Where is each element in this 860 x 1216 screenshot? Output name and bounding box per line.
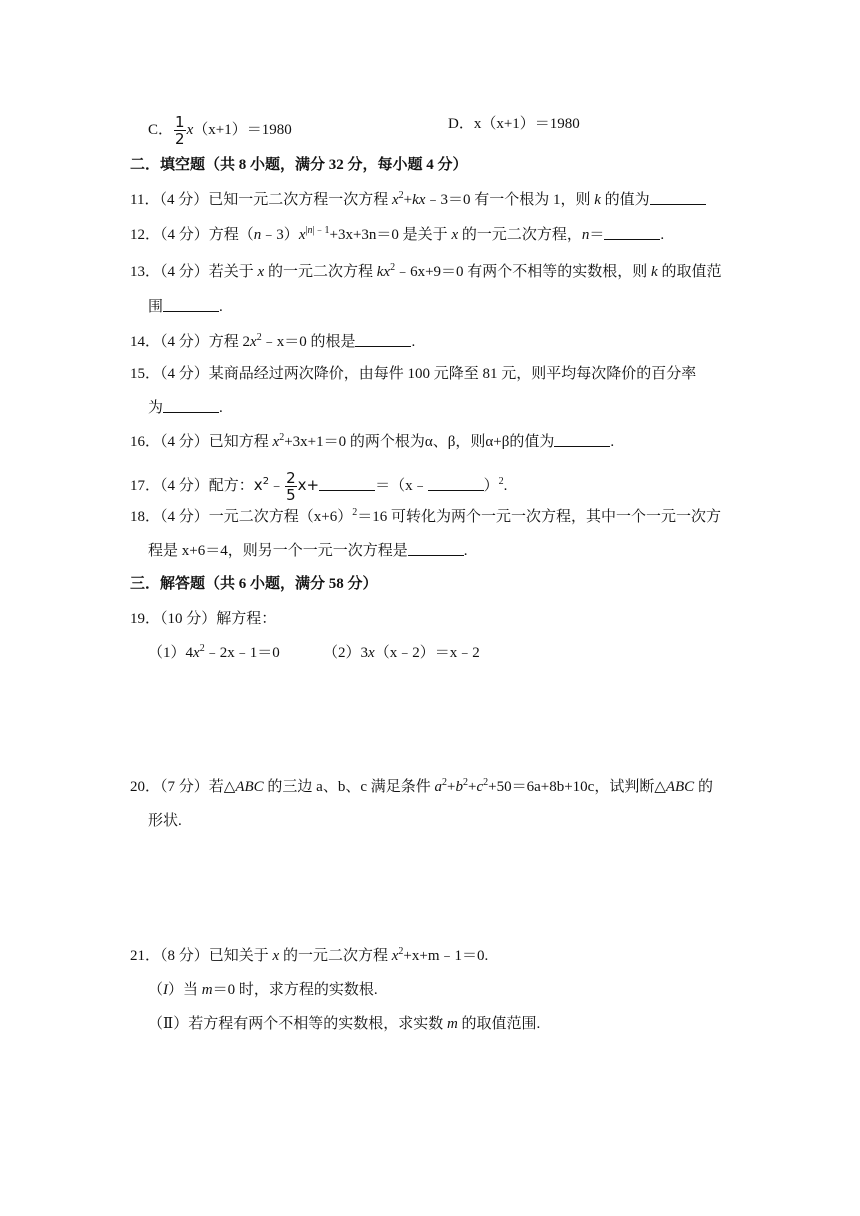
question-20-line2: 形状. <box>148 813 182 829</box>
question-19-part1: $(1)4x^2﹣2x﹣1=0$ <box>148 643 280 661</box>
fraction-one-half: $\frac{1}{2}$ <box>175 113 185 148</box>
answer-blank[interactable] <box>355 332 411 347</box>
section-2-title: 二．填空题（共 8 小题，满分 32 分，每小题 4 分） <box>130 157 468 173</box>
question-19-part2: （2）3x（x﹣2）＝x﹣2 <box>323 645 480 661</box>
option-c: C． $\frac{1}{2}$ x（x+1）＝1980 <box>148 113 292 148</box>
question-21: 21．（8 分）已知关于 x 的一元二次方程 $x^2+x+m﹣1=0$. <box>130 946 489 964</box>
question-14: 14．（4 分）方程 $2x^2﹣x=0$ 的根是 . <box>130 332 416 350</box>
section-3-title: 三．解答题（共 6 小题，满分 58 分） <box>130 576 378 592</box>
question-11: 11．（4 分）已知一元二次方程一次方程 $x^2+kx﹣3=0$ 有一个根为 1，则 k 的值为 <box>130 190 706 210</box>
question-20: 20．（7 分）若△ABC 的三边 a、b、c 满足条件 $a^2+b^2+c^2+50=6a+8b+10c$，试判断△ABC 的 <box>130 777 713 795</box>
question-12: 12．（4 分）方程$(n﹣3)x^{|n|﹣1}+3x+3n=0$ 是关于 x 的一元二次方程，n＝ . <box>130 225 665 243</box>
answer-blank[interactable] <box>650 190 706 205</box>
answer-blank[interactable] <box>428 476 484 491</box>
question-18: 18．（4 分）一元二次方程$(x+6)^2=16$ 可转化为两个一元一次方程，其中一个一元一次方 <box>130 507 722 525</box>
question-19: 19．（10 分）解方程： <box>130 611 277 627</box>
answer-blank[interactable] <box>554 432 610 447</box>
question-15-line2: 为 . <box>148 400 223 416</box>
answer-blank[interactable] <box>163 398 219 413</box>
question-18-line2: 程是 x+6＝4，则另一个一元一次方程是 . <box>148 543 468 559</box>
answer-blank[interactable] <box>163 297 219 312</box>
answer-blank[interactable] <box>408 541 464 556</box>
option-d: D．x（x+1）＝1980 <box>448 116 580 132</box>
fraction-two-fifths: $\frac{2}{5}$ <box>286 469 296 504</box>
question-17: 17．（4 分）配方：$x^2﹣$ $\frac{2}{5}$ x+ ＝（x﹣ ）$^2$. <box>130 469 508 504</box>
answer-blank[interactable] <box>604 225 660 240</box>
question-15: 15．（4 分）某商品经过两次降价，由每件 100 元降至 81 元，则平均每次降价的百分率 <box>130 366 697 382</box>
question-16: 16．（4 分）已知方程 $x^2+3x+1=0$ 的两个根为α、β，则α+β的值为 . <box>130 432 615 450</box>
question-13: 13．（4 分）若关于 x 的一元二次方程 $kx^2﹣6x+9=0$ 有两个不相等的实数根，则 k 的取值范 <box>130 262 722 280</box>
question-13-line2: 围 . <box>148 299 223 315</box>
question-21-part2: （Ⅱ）若方程有两个不相等的实数根，求实数 m 的取值范围. <box>148 1016 541 1032</box>
question-21-part1: （I）当 m＝0 时，求方程的实数根. <box>148 982 378 998</box>
answer-blank[interactable] <box>319 476 375 491</box>
